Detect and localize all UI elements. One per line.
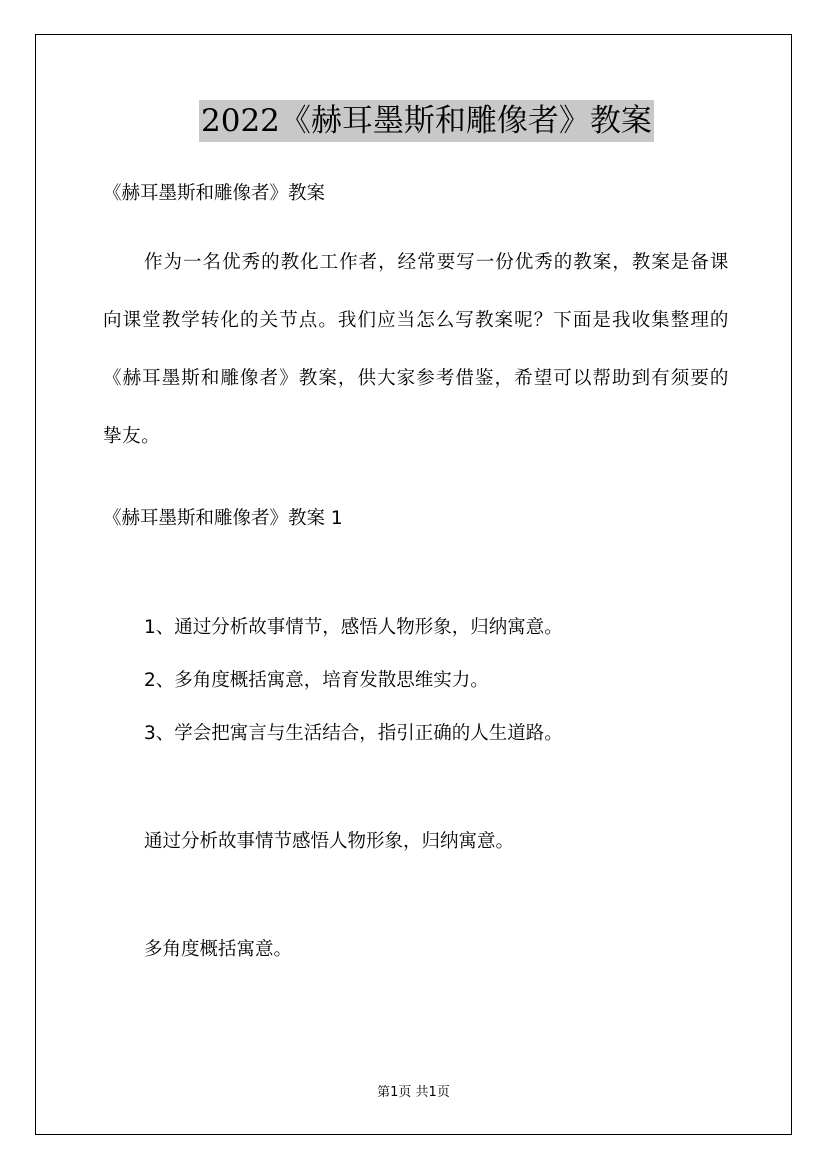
difficult-point-text: 多角度概括寓意。 — [144, 939, 293, 960]
section-heading: 《赫耳墨斯和雕像者》教案 1 — [103, 508, 343, 529]
document-title: 2022《赫耳墨斯和雕像者》教案 — [199, 100, 654, 142]
objective-item-3: 3、学会把寓言与生活结合，指引正确的人生道路。 — [144, 723, 563, 744]
key-point-text: 通过分析故事情节感悟人物形象，归纳寓意。 — [144, 831, 515, 852]
page-footer: 第1页 共1页 — [377, 1085, 450, 1100]
objective-item-2: 2、多角度概括寓意，培育发散思维实力。 — [144, 670, 489, 691]
document-subtitle: 《赫耳墨斯和雕像者》教案 — [103, 183, 326, 204]
objective-item-1: 1、通过分析故事情节，感悟人物形象，归纳寓意。 — [144, 617, 563, 638]
intro-paragraph: 作为一名优秀的教化工作者，经常要写一份优秀的教案，教案是备课向课堂教学转化的关节点。我们应当怎么写教案呢？下面是我收集整理的《赫耳墨斯和雕像者》教案，供大家参考借鉴，希望可以帮助到有须要的挚友。 — [103, 252, 729, 447]
